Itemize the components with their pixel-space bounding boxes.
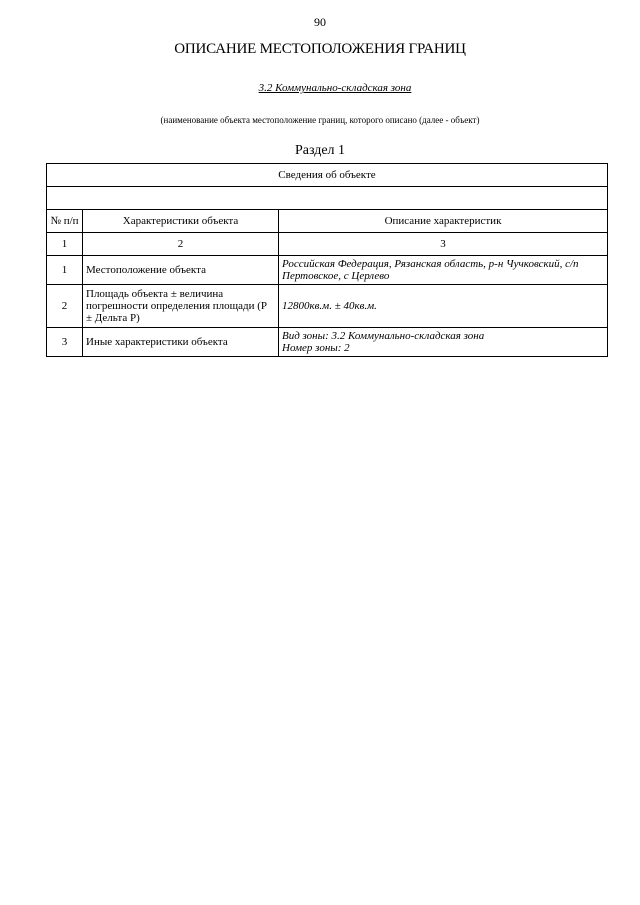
object-name-line: [0, 82, 640, 94]
row-num: 1: [47, 256, 83, 285]
description-line: 12800кв.м. ± 40кв.м.: [282, 300, 377, 312]
table-caption: Сведения об объекте: [47, 164, 608, 187]
row-description: [279, 285, 608, 328]
column-number-3: 3: [279, 233, 608, 256]
table-row: [47, 328, 608, 357]
section-title: Раздел 1: [294, 143, 346, 158]
header-description: Описание характеристик: [279, 210, 608, 233]
row-num: 3: [47, 328, 83, 357]
row-characteristic: Иные характеристики объекта: [83, 328, 279, 357]
page-number: 90: [314, 15, 326, 29]
row-characteristic: Местоположение объекта: [83, 256, 279, 285]
description-line: Номер зоны: 2: [282, 342, 350, 354]
table-row: [47, 256, 608, 285]
object-name-caption: (наименование объекта местоположение границ, которого описано (далее - объект): [160, 115, 480, 125]
row-description: [279, 328, 608, 357]
table-row: [47, 285, 608, 328]
header-characteristic: Характеристики объекта: [83, 210, 279, 233]
description-line: Вид зоны: 3.2 Коммунально-складская зона: [282, 330, 485, 342]
object-name: 3.2 Коммунально-складская зона: [258, 82, 412, 94]
row-num: 2: [47, 285, 83, 328]
row-characteristic: Площадь объекта ± величина погрешности определения площади (Р ± Дельта Р): [83, 285, 279, 328]
column-number-2: 2: [83, 233, 279, 256]
table-empty-row: [47, 187, 608, 210]
column-number-1: 1: [47, 233, 83, 256]
header-num: № п/п: [47, 210, 83, 233]
document-title: ОПИСАНИЕ МЕСТОПОЛОЖЕНИЯ ГРАНИЦ: [174, 41, 466, 57]
object-info-table: [46, 163, 608, 357]
description-line: Российская Федерация, Рязанская область, р-н Чучковский, с/п Пертовское, с Церлево: [282, 258, 579, 282]
row-description: [279, 256, 608, 285]
